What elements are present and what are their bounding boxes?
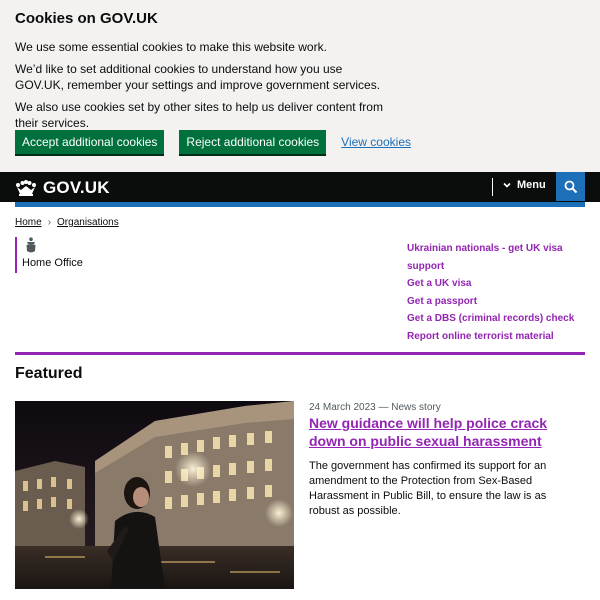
breadcrumb-home[interactable]: Home (15, 217, 42, 228)
menu-label: Menu (517, 179, 546, 191)
breadcrumb-organisations[interactable]: Organisations (57, 217, 119, 228)
breadcrumb (15, 217, 119, 228)
list-item (407, 275, 600, 293)
view-cookies-link[interactable]: View cookies (341, 135, 411, 149)
royal-crest-icon (24, 237, 38, 255)
menu-button[interactable] (503, 179, 546, 191)
organisation-name: Home Office (22, 257, 83, 269)
header-stripe (15, 202, 585, 207)
search-icon (564, 180, 578, 194)
crown-icon (15, 180, 37, 196)
story-meta: 24 March 2023 — News story (309, 402, 441, 413)
cookie-paragraph: We’d like to set additional cookies to understand how you use GOV.UK, remember your settings and improve government services. (15, 62, 381, 92)
cookie-banner (0, 0, 600, 172)
night-street-photo (15, 401, 294, 589)
story-summary: The government has confirmed its support for an amendment to the Protection from Sex-Based Harassment in Public Bill, to ensure the law is as robust as possible. (309, 460, 547, 517)
cookie-paragraph: We also use cookies set by other sites to help us deliver content from their services. (15, 100, 383, 130)
cookie-actions (15, 130, 411, 154)
site-header (0, 172, 600, 202)
header-divider (492, 178, 493, 196)
reject-cookies-button[interactable]: Reject additional cookies (179, 130, 326, 154)
cookie-paragraph: We use some essential cookies to make this website work. (15, 40, 327, 54)
accept-cookies-button[interactable]: Accept additional cookies (15, 130, 164, 154)
quick-link-ukraine-visa[interactable]: Ukrainian nationals - get UK visa support (407, 243, 563, 272)
chevron-right-icon: › (47, 217, 52, 228)
organisation-logo[interactable] (15, 237, 83, 273)
story-title-link[interactable]: New guidance will help police crack down on public sexual harassment (309, 415, 548, 449)
chevron-down-icon (503, 181, 511, 189)
featured-story-image[interactable] (15, 401, 294, 589)
quick-link-uk-visa[interactable]: Get a UK visa (407, 278, 472, 290)
list-item (407, 240, 600, 275)
list-item (407, 293, 600, 311)
list-item (407, 328, 600, 346)
govuk-logo[interactable] (15, 178, 110, 198)
quick-links (407, 240, 600, 346)
logo-text: GOV.UK (43, 178, 110, 197)
featured-heading: Featured (15, 365, 83, 382)
cookie-banner-title: Cookies on GOV.UK (15, 10, 158, 27)
quick-link-passport[interactable]: Get a passport (407, 295, 478, 307)
featured-divider (15, 352, 585, 355)
search-button[interactable] (556, 172, 585, 201)
quick-link-report-terrorist[interactable]: Report online terrorist material (407, 330, 554, 342)
list-item (407, 310, 600, 328)
quick-link-dbs-check[interactable]: Get a DBS (criminal records) check (407, 313, 575, 325)
